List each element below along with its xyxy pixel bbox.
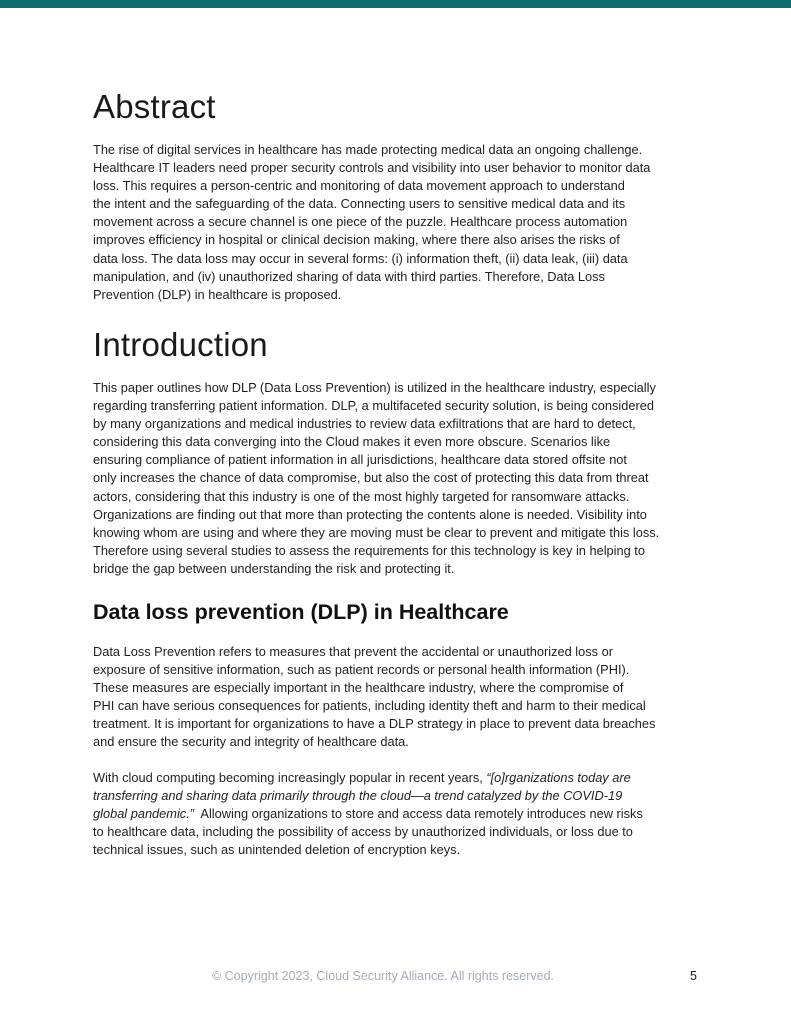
page-footer	[0, 967, 791, 987]
introduction-line: actors, considering that this industry is one of the most highly targeted for ransomware attacks.	[93, 488, 630, 504]
quote-text: transferring and sharing data primarily through the cloud—a trend catalyzed by the COVID-19	[93, 788, 623, 804]
dlp-line	[93, 805, 703, 823]
abstract-line: the intent and the safeguarding of the data. Connecting users to sensitive medical data and its	[93, 196, 626, 212]
dlp-section-heading: Data loss prevention (DLP) in Healthcare	[93, 600, 509, 624]
abstract-paragraph	[93, 141, 703, 304]
introduction-line: considering this data converging into the Cloud makes it even more obscure. Scenarios like	[93, 434, 611, 450]
dlp-paragraph-1	[93, 643, 703, 752]
dlp-line: to healthcare data, including the possibility of access by unauthorized individuals, or loss due to	[93, 824, 633, 840]
abstract-line: improves efficiency in hospital or clinical decision making, where there also arises the risks of	[93, 232, 620, 248]
introduction-paragraph	[93, 379, 703, 578]
quote-intro-text: With cloud computing becoming increasingly popular in recent years,	[93, 770, 487, 785]
introduction-heading: Introduction	[93, 326, 268, 363]
abstract-line: Prevention (DLP) in healthcare is proposed.	[93, 286, 342, 302]
introduction-line: knowing whom are using and where they are moving must be clear to prevent and mitigate this loss.	[93, 524, 660, 540]
dlp-line: Data Loss Prevention refers to measures that prevent the accidental or unauthorized loss or	[93, 644, 613, 659]
top-accent-bar	[0, 0, 791, 8]
introduction-line: regarding transferring patient information. DLP, a multifaceted security solution, is being considered	[93, 398, 655, 414]
quote-follow-text: Allowing organizations to store and access data remotely introduces new risks	[194, 806, 643, 822]
dlp-line: These measures are especially important in the healthcare industry, where the compromise of	[93, 680, 624, 696]
abstract-line: data loss. The data loss may occur in several forms: (i) information theft, (ii) data leak, (iii) data	[93, 250, 628, 266]
abstract-line: Healthcare IT leaders need proper security controls and visibility into user behavior to monitor data	[93, 160, 651, 176]
dlp-line: exposure of sensitive information, such as patient records or personal health information (PHI).	[93, 662, 630, 678]
abstract-line: manipulation, and (iv) unauthorized sharing of data with third parties. Therefore, Data Loss	[93, 268, 605, 284]
introduction-line: Therefore using several studies to assess the requirements for this technology is key in helping to	[93, 542, 645, 558]
introduction-line: ensuring compliance of patient information in all jurisdictions, healthcare data stored offsite not	[93, 452, 627, 468]
abstract-heading: Abstract	[93, 88, 216, 125]
dlp-paragraph-2	[93, 769, 703, 859]
introduction-line: only increases the chance of data compromise, but also the cost of protecting this data from threat	[93, 470, 649, 486]
introduction-line: bridge the gap between understanding the risk and protecting it.	[93, 560, 455, 576]
abstract-line: The rise of digital services in healthcare has made protecting medical data an ongoing challenge.	[93, 142, 643, 157]
dlp-line: PHI can have serious consequences for patients, including identity theft and harm to their medical	[93, 698, 646, 714]
abstract-line: loss. This requires a person-centric and monitoring of data movement approach to understand	[93, 178, 625, 194]
dlp-line: technical issues, such as unintended deletion of encryption keys.	[93, 842, 461, 858]
quote-text: “[o]rganizations today are	[486, 770, 631, 785]
introduction-line: Organizations are finding out that more than protecting the contents alone is needed. Visibility into	[93, 506, 647, 522]
dlp-line	[93, 769, 703, 787]
introduction-line: This paper outlines how DLP (Data Loss Prevention) is utilized in the healthcare industry, especially	[93, 380, 656, 395]
quote-text: global pandemic.”	[93, 806, 195, 822]
dlp-line: treatment. It is important for organizations to have a DLP strategy in place to prevent data breaches	[93, 716, 656, 732]
dlp-line: and ensure the security and integrity of healthcare data.	[93, 734, 409, 750]
introduction-line: by many organizations and medical industries to review data exfiltrations that are hard to detect,	[93, 416, 636, 432]
page-number: 5	[690, 969, 697, 983]
copyright-notice: © Copyright 2023, Cloud Security Alliance. All rights reserved.	[212, 969, 555, 983]
abstract-line: movement across a secure channel is one piece of the puzzle. Healthcare process automation	[93, 214, 628, 230]
